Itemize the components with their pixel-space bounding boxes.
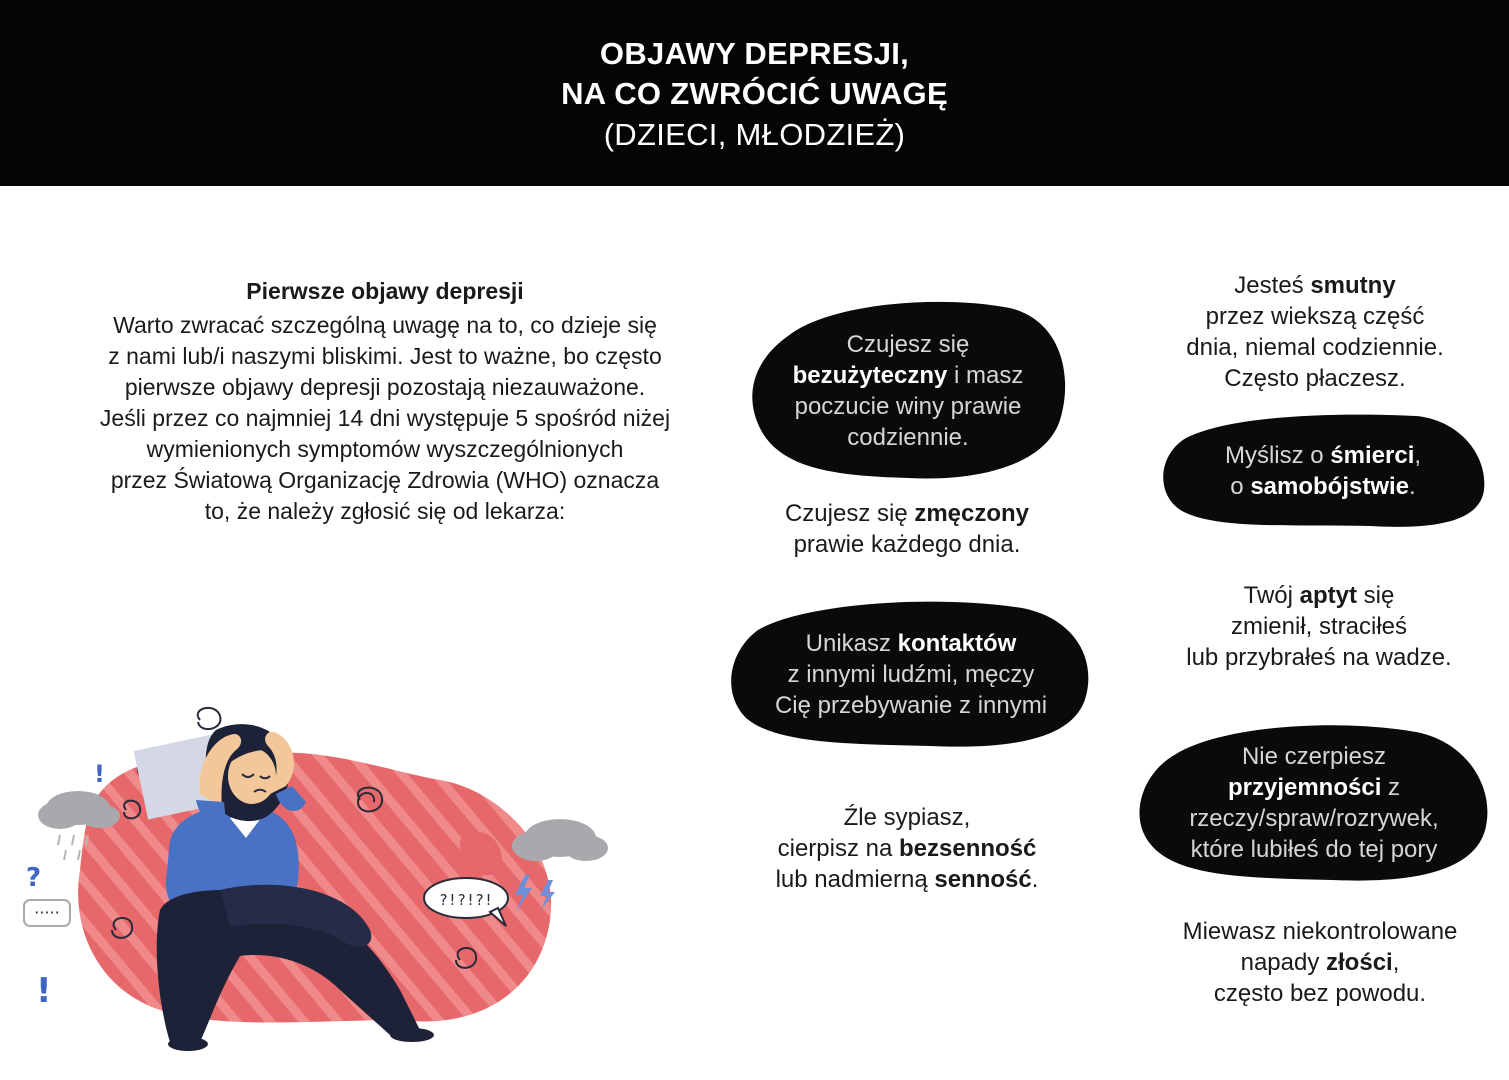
symptom-death-blob: Myślisz o śmierci, o samobójstwie. [1160,412,1486,530]
symptom-sad [1150,270,1480,394]
symptom-keyword: zmęczony [914,500,1030,527]
symptom-line: często bez powodu. [1213,980,1427,1007]
symptom-useless-blob [748,298,1068,484]
symptom-tired [740,498,1074,560]
title-line-3: (DZIECI, MŁODZIEŻ) [603,117,906,152]
intro-heading: Pierwsze objawy depresji [246,278,524,304]
symptom-line: z innymi ludźmi, męczy [787,660,1035,688]
illustration-svg [20,690,620,1060]
symptom-line: i masz [947,362,1024,389]
symptom-keyword: smutny [1310,272,1396,299]
symptom-line: napady [1240,949,1327,976]
symptom-appetite: Twój aptyt się zmienił, straciłeś lub przybrałeś na wadze. [1150,580,1488,673]
symptom-line: zmienił, straciłeś [1230,613,1408,640]
symptom-keyword: przyjemności [1227,774,1382,801]
symptom-keyword: senność [934,866,1032,893]
intro-section [40,276,730,527]
symptom-line: Unikasz [805,629,898,657]
symptom-line: o [1230,473,1251,500]
exclamation-icon: ! [94,760,105,788]
symptom-contacts-blob [730,600,1092,748]
symptom-pleasure-blob: Nie czerpiesz przyjemności z rzeczy/spraw/rozrywek, które lubiłeś do tej pory [1136,722,1492,884]
symptom-line: poczucie winy prawie [794,393,1022,420]
symptom-keyword: bezużyteczny [792,362,948,389]
cloud-icon [512,819,608,861]
symptom-keyword: aptyt [1299,582,1357,609]
symptom-line: codziennie. [847,424,969,451]
symptom-keyword: kontaktów [897,629,1017,657]
bubble-text: ?!?!?! [438,891,494,909]
title-line-1: OBJAWY DEPRESJI, [599,36,910,71]
symptom-line: Myślisz o [1224,442,1331,469]
intro-line: Jeśli przez co najmniej 14 dni występuje 5 spośród niżej [99,405,671,431]
symptom-line: Cię przebywanie z innymi [774,691,1048,719]
symptom-line: dnia, niemal codziennie. [1186,334,1444,361]
girl-shoe [390,1028,434,1042]
symptom-line: Miewasz niekontrolowane [1182,918,1458,945]
symptom-line: Czujesz się [846,331,970,358]
symptom-line: rzeczy/spraw/rozrywek, [1189,805,1439,832]
intro-line: przez Światową Organizację Zdrowia (WHO) oznacza [110,467,660,493]
symptom-line: lub nadmierną [775,866,935,893]
intro-line: pierwsze objawy depresji pozostają niezauważone. [124,374,646,400]
question-mark-icon: ? [26,863,42,893]
title-line-2: NA CO ZWRÓCIĆ UWAGĘ [561,76,948,111]
symptom-line: Twój [1243,582,1300,609]
symptom-line: Jesteś [1234,272,1311,299]
symptom-sleep: Źle sypiasz, cierpisz na bezsenność lub nadmierną senność. [740,802,1074,895]
symptom-keyword: bezsenność [899,835,1037,862]
symptom-line: Często płaczesz. [1224,365,1406,392]
dots-text: ····· [34,903,60,922]
intro-line: to, że należy zgłosić się od lekarza: [204,498,566,524]
symptom-line: przez wiekszą część [1205,303,1425,330]
symptom-keyword: śmierci [1330,442,1415,469]
symptom-line: Czujesz się [784,500,915,527]
intro-line: wymienionych symptomów wyszczególnionych [146,436,624,462]
intro-line: Warto zwracać szczególną uwagę na to, co dzieje się [113,312,657,338]
header-banner [0,0,1509,186]
intro-line: z nami lub/i naszymi bliskimi. Jest to ważne, bo często [108,343,662,369]
symptom-line: Nie czerpiesz [1241,743,1387,770]
dots-bubble [24,900,70,926]
exclamation-icon: ! [36,971,52,1011]
girl-shoe [168,1037,208,1051]
symptom-line: lub przybrałeś na wadze. [1186,644,1452,671]
symptom-keyword: złości [1326,949,1393,976]
symptom-line: prawie każdego dnia. [793,531,1021,558]
symptom-line: cierpisz na [777,835,899,862]
symptom-keyword: samobójstwie [1250,473,1410,500]
symptom-line: które lubiłeś do tej pory [1190,836,1438,863]
distressed-girl-illustration [20,690,620,1060]
symptom-anger: Miewasz niekontrolowane napady złości, często bez powodu. [1150,916,1490,1009]
symptom-line: Źle sypiasz, [843,804,971,831]
